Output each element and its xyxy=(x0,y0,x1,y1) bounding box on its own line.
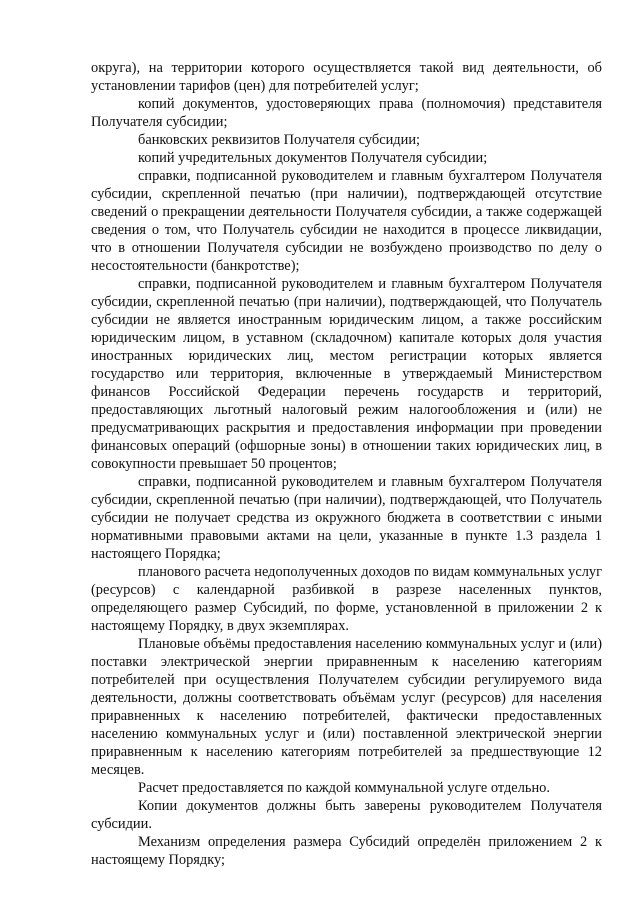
paragraph: планового расчета недополученных доходов по видам коммунальных услуг (ресурсов) с календарной разбивкой в разрезе населенных пунктов, определяющего размер Субсидий, по форме, установленной в приложении 2 к настоящему Порядку, в двух экземплярах. xyxy=(91,564,602,634)
paragraph: справки, подписанной руководителем и главным бухгалтером Получателя субсидии, скрепленной печатью (при наличии), подтверждающей, что Получатель субсидии не является иностранным юридическим лицом, а также российским юридическим лицом, в уставном (складочном) капитале которых доля участия иностранных юридических лиц, местом регистрации которых является государство или территория, включенные в утверждаемый Министерством финансов Российской Федерации перечень государств и территорий, предоставляющих льготный налоговый режим налогообложения и (или) не предусматривающих раскрытия и предоставления информации при проведении финансовых операций (офшорные зоны) в отношении таких юридических лиц, в совокупности превышает 50 процентов; xyxy=(91,276,602,472)
paragraph: Копии документов должны быть заверены руководителем Получателя субсидии. xyxy=(91,798,602,832)
paragraph: Механизм определения размера Субсидий определён приложением 2 к настоящему Порядку; xyxy=(91,834,602,868)
paragraph: банковских реквизитов Получателя субсидии; xyxy=(138,132,421,148)
paragraph: округа), на территории которого осуществляется такой вид деятельности, об установлении тарифов (цен) для потребителей услуг; xyxy=(91,60,602,94)
document-body xyxy=(91,59,602,869)
paragraph: Расчет предоставляется по каждой коммунальной услуге отдельно. xyxy=(138,780,550,796)
paragraph: копий документов, удостоверяющих права (полномочия) представителя Получателя субсидии; xyxy=(91,96,602,130)
paragraph: справки, подписанной руководителем и главным бухгалтером Получателя субсидии, скрепленной печатью (при наличии), подтверждающей, что Получатель субсидии не получает средства из окружного бюджета в соответствии с иными нормативными правовыми актами на цели, указанные в пункте 1.3 раздела 1 настоящего Порядка; xyxy=(91,474,602,562)
paragraph: Плановые объёмы предоставления населению коммунальных услуг и (или) поставки электрической энергии приравненным к населению категориям потребителей при осуществления Получателем субсидии регулируемого вида деятельности, должны соответствовать объёмам услуг (ресурсов) для населения приравненных к населению потребителей, фактически предоставленных населению коммунальных услуг и (или) поставленной электрической энергии приравненным к населению категориям потребителей за предшествующие 12 месяцев. xyxy=(91,636,602,778)
paragraph: копий учредительных документов Получателя субсидии; xyxy=(138,150,488,166)
paragraph: справки, подписанной руководителем и главным бухгалтером Получателя субсидии, скрепленной печатью (при наличии), подтверждающей отсутствие сведений о прекращении деятельности Получателя субсидии, а также содержащей сведения о том, что Получатель субсидии не находится в процессе ликвидации, что в отношении Получателя субсидии не возбуждено производство по делу о несостоятельности (банкротстве); xyxy=(91,168,602,274)
